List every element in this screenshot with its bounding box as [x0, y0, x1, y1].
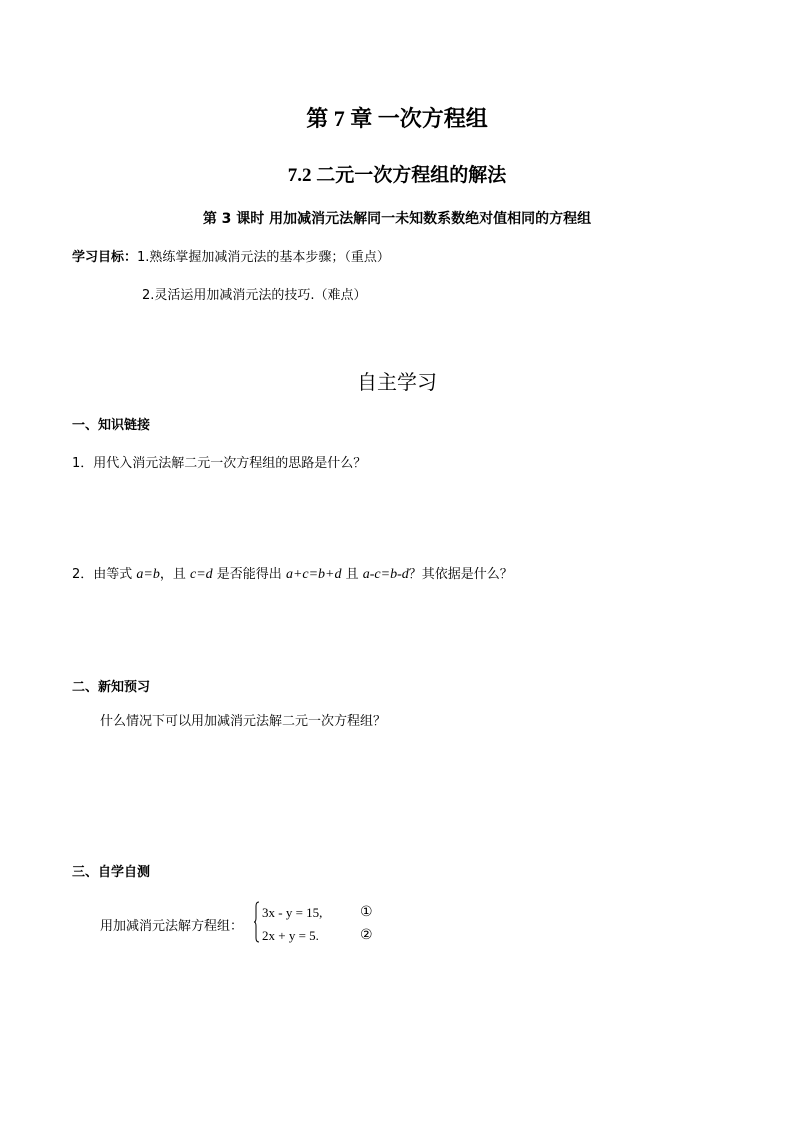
learning-goal-label: 学习目标：	[72, 250, 138, 265]
chapter-title: 第 7 章 一次方程组	[306, 106, 488, 131]
question-2-mid2: 是否能得出	[212, 567, 286, 582]
question-2-mid3: 且	[341, 567, 363, 582]
solve-prompt: 用加减消元法解方程组：	[100, 919, 244, 934]
section-title: 7.2 二元一次方程组的解法	[287, 165, 507, 186]
preview-question: 什么情况下可以用加减消元法解二元一次方程组？	[100, 714, 387, 729]
question-2-prefix: 2．由等式	[72, 567, 137, 582]
expr-diff: a-c=b-d	[362, 567, 409, 582]
equation-2-mark: ②	[360, 927, 373, 943]
lesson-title: 第 3 课时 用加减消元法解同一未知数系数绝对值相同的方程组	[202, 211, 592, 227]
knowledge-link-heading: 一、知识链接	[72, 418, 151, 433]
question-1: 1．用代入消元法解二元一次方程组的思路是什么？	[72, 456, 367, 471]
self-study-title: 自主学习	[357, 370, 437, 394]
learning-goal-1	[72, 246, 390, 265]
preview-heading: 二、新知预习	[72, 680, 151, 695]
learning-goal-1-text: 1.熟练掌握加减消元法的基本步骤；（重点）	[137, 250, 390, 265]
question-2-suffix: ？其依据是什么？	[408, 567, 513, 582]
equation-1: 3x - y = 15,	[262, 905, 323, 920]
brace-icon	[254, 901, 260, 943]
question-2	[72, 563, 513, 583]
equation-2: 2x + y = 5.	[262, 928, 319, 943]
expr-a-eq-b: a=b	[136, 567, 160, 582]
learning-goal-2: 2.灵活运用加减消元法的技巧.（难点）	[142, 288, 367, 303]
expr-sum: a+c=b+d	[285, 567, 342, 582]
expr-c-eq-d: c=d	[190, 567, 213, 582]
question-2-mid1: ，且	[159, 567, 190, 582]
self-test-heading: 三、自学自测	[72, 865, 151, 880]
equation-1-mark: ①	[360, 904, 373, 920]
